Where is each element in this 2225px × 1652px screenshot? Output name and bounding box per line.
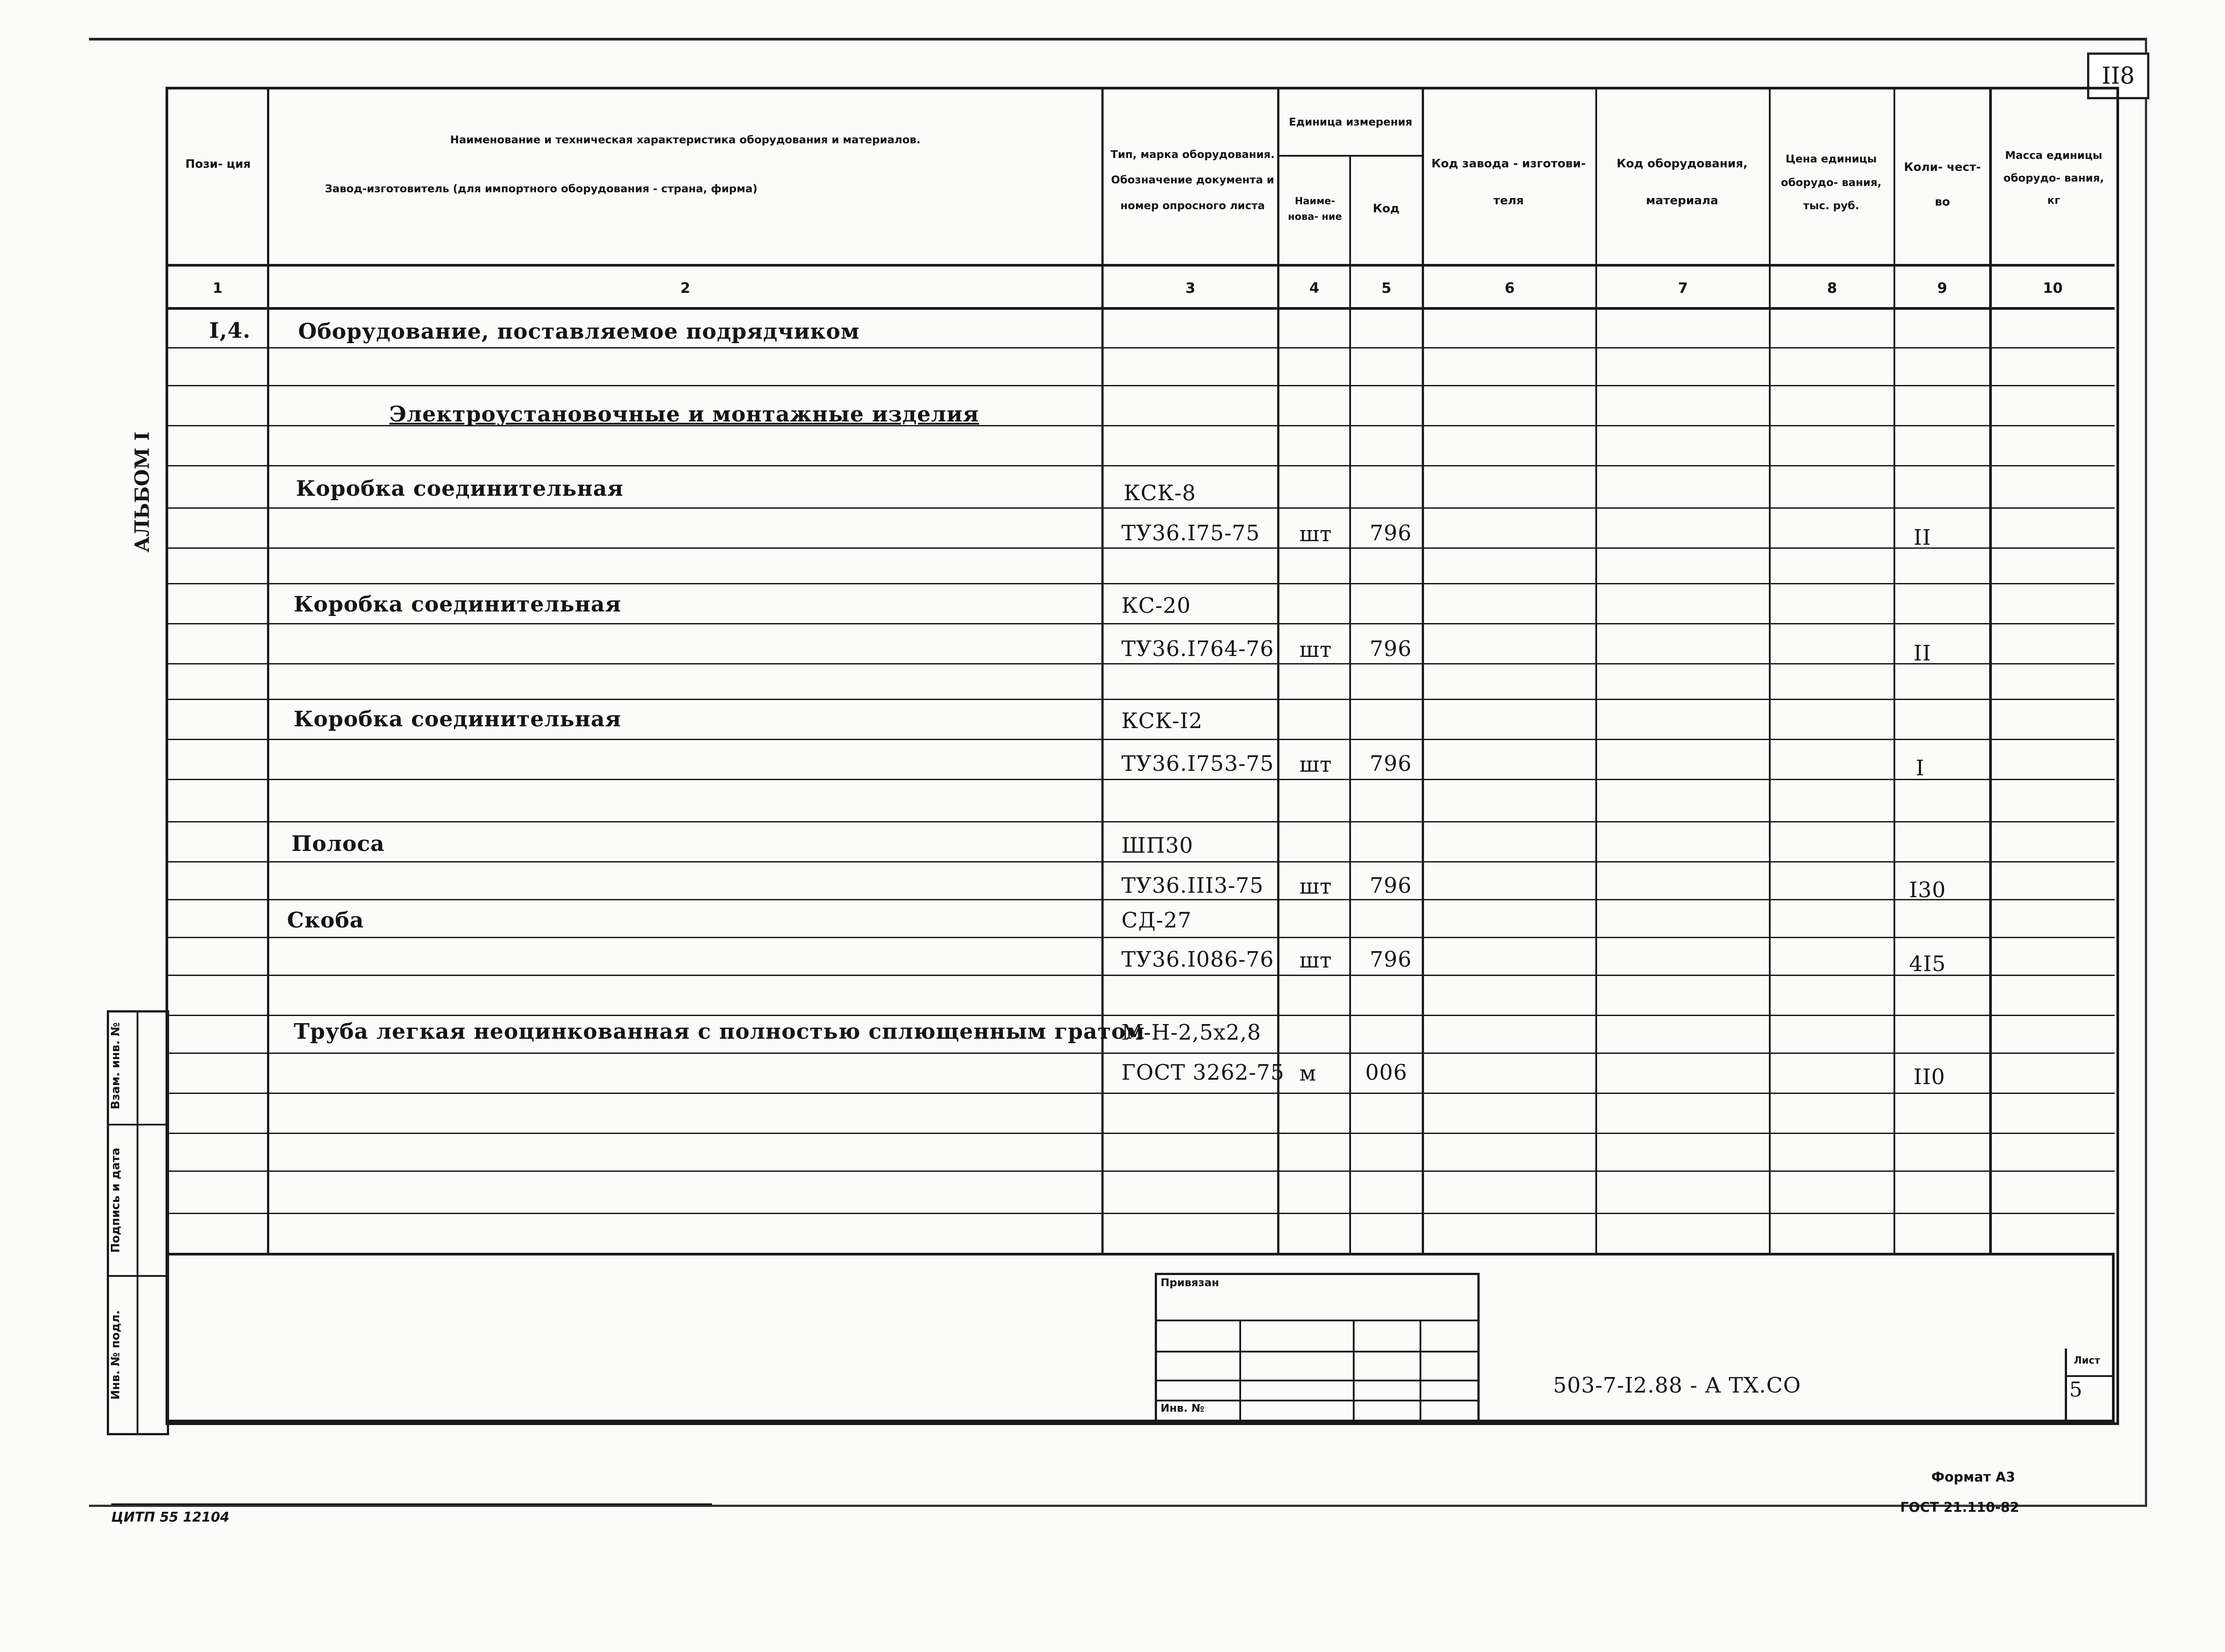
sheet-label: Лист [2074,1355,2100,1366]
row-name: Скоба [287,908,364,933]
row-unit-code: 796 [1370,636,1412,661]
printer-code: ЦИТП 55 12104 [111,1510,230,1525]
sheet-value: 5 [2069,1377,2083,1401]
row-quantity: II [1914,641,1931,666]
row-name: Коробка соединительная [296,476,624,501]
row-type: КСК-I2 [1121,709,1203,733]
row-unit: м [1299,1061,1317,1086]
header-name-line2: Завод-изготовитель (для импортного оборудования - страна, фирма) [325,182,758,195]
row-name: Электроустановочные и монтажные изделия [389,402,979,427]
header-position: Пози- ция [185,158,251,171]
row-name: Коробка соединительная [294,592,622,617]
row-quantity: II [1914,525,1931,550]
gost-label: ГОСТ 21.110-82 [1900,1500,2019,1515]
column-number-4: 4 [1309,279,1319,296]
stamp-signature-date: Подпись и дата [109,1147,122,1253]
row-type: М-Н-2,5х2,8 [1121,1020,1262,1045]
column-number-5: 5 [1381,279,1392,296]
row-type: ТУ36.I764-76 [1121,636,1274,661]
header-manufacturer-code: Код завода - изготови- теля [1431,157,1586,207]
row-unit-code: 796 [1370,751,1412,776]
header-price: Цена единицы оборудо- вания, тыс. руб. [1780,152,1882,212]
row-quantity: I30 [1909,878,1946,903]
row-type: ГОСТ 3262-75 [1121,1060,1285,1085]
column-number-9: 9 [1937,279,1947,296]
row-type: ТУ36.I753-75 [1121,751,1274,776]
column-number-8: 8 [1827,279,1837,296]
header-name-line1: Наименование и техническая характеристика оборудования и материалов. [450,134,921,146]
row-unit: шт [1299,637,1332,662]
row-position: I,4. [209,318,251,343]
column-number-10: 10 [2043,279,2063,296]
row-name: Коробка соединительная [294,707,622,732]
row-unit: шт [1299,874,1332,899]
stamp-replace-inv: Взам. инв. № [109,1022,122,1109]
sheet-number: II8 [2087,53,2149,99]
row-unit-code: 796 [1370,521,1412,546]
row-type: ТУ36.I75-75 [1121,521,1260,546]
linked-label: Привязан [1161,1276,1219,1289]
row-name: Полоса [291,831,385,856]
row-quantity: 4I5 [1909,952,1946,976]
header-unit-name: Наиме- нова- ние [1288,195,1342,223]
document-code: 503-7-I2.88 - А ТХ.СО [1553,1373,1801,1398]
header-quantity: Коли- чест- во [1904,161,1981,209]
row-name: Оборудование, поставляемое подрядчиком [298,319,860,344]
row-quantity: II0 [1914,1065,1946,1089]
header-mass: Масса единицы оборудо- вания, кг [2003,149,2104,207]
row-unit-code: 006 [1365,1060,1408,1085]
header-type: Тип, марка оборудования. Обозначение документа и номер опросного листа [1110,148,1275,212]
row-type: СД-27 [1121,908,1192,933]
linked-stamp [1155,1273,1480,1424]
header-equipment-code: Код оборудования, материала [1616,157,1748,207]
row-unit-code: 796 [1370,947,1412,972]
header-unit-group: Единица измерения [1289,116,1412,129]
row-unit: шт [1299,752,1332,777]
column-number-6: 6 [1505,279,1515,296]
row-type: КСК-8 [1124,481,1196,506]
row-type: ТУ36.I086-76 [1121,947,1274,972]
column-number-1: 1 [212,279,223,296]
row-name: Труба легкая неоцинкованная с полностью сплющенным гратом [294,1019,1145,1044]
row-unit: шт [1299,948,1332,973]
row-type: КС-20 [1121,593,1191,618]
inventory-label: Инв. № [1161,1402,1205,1414]
column-number-7: 7 [1678,279,1688,296]
album-label: АЛЬБОМ I [131,431,154,553]
column-number-2: 2 [680,279,691,296]
format-label: Формат А3 [1931,1470,2015,1485]
column-number-3: 3 [1185,279,1196,296]
row-unit: шт [1299,522,1332,547]
row-unit-code: 796 [1370,873,1412,898]
header-unit-code: Код [1372,202,1400,216]
row-type: ТУ36.III3-75 [1121,873,1264,898]
row-quantity: I [1916,756,1925,781]
stamp-orig-inv: Инв. № подл. [109,1310,122,1400]
row-type: ШП30 [1121,833,1193,858]
